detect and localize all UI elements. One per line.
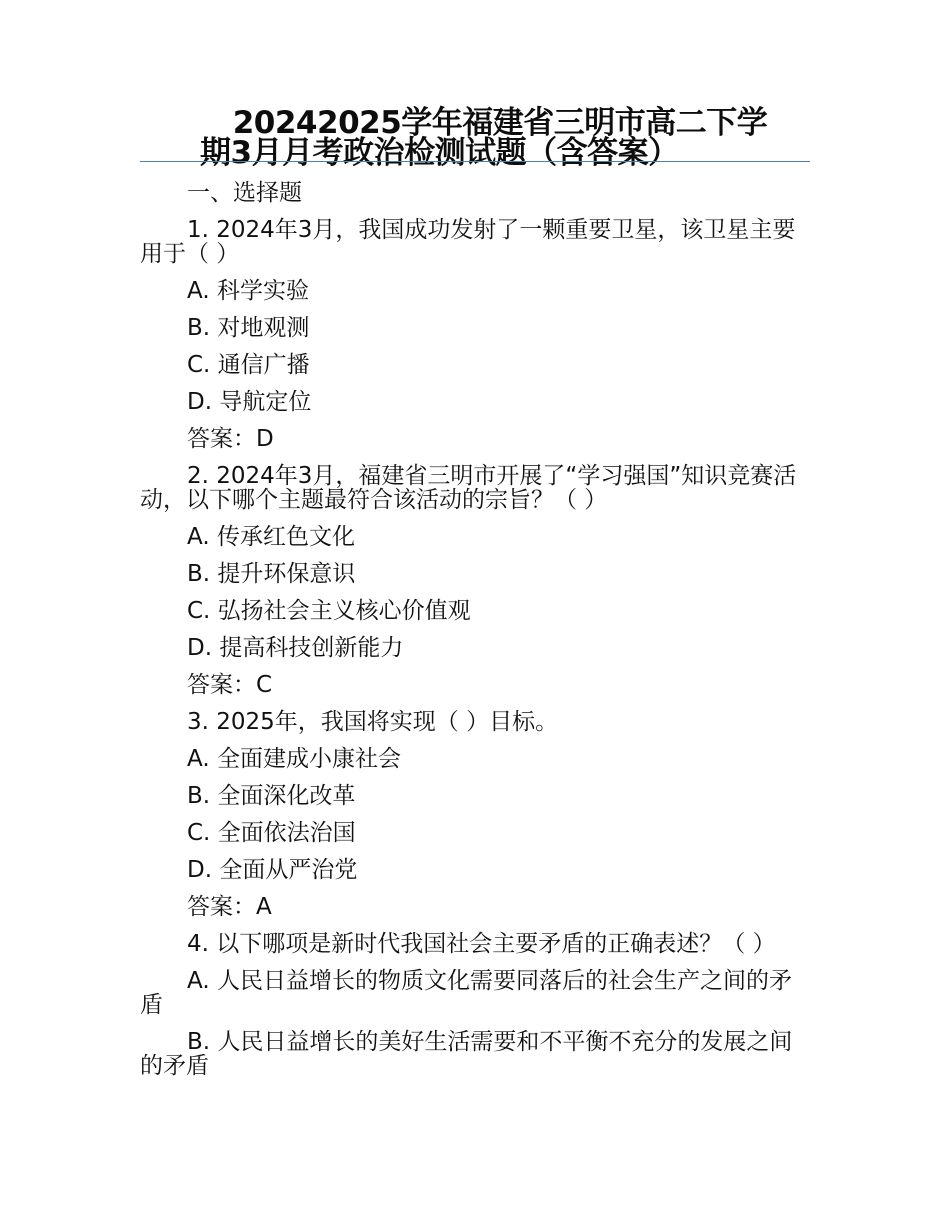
- question-2-option-c: C. 弘扬社会主义核心价值观: [187, 598, 471, 624]
- question-2-option-a: A. 传承红色文化: [187, 524, 355, 550]
- question-4-stem: 4. 以下哪项是新时代我国社会主要矛盾的正确表述？（ ）: [187, 931, 776, 957]
- question-2-option-b: B. 提升环保意识: [187, 561, 356, 587]
- question-3-stem: 3. 2025年，我国将实现（ ）目标。: [187, 709, 559, 735]
- title-line-1: 20242025学年福建省三明市高二下学: [232, 105, 768, 141]
- question-3-option-d: D. 全面从严治党: [187, 857, 358, 883]
- question-3-answer: 答案：A: [187, 894, 272, 920]
- question-3-option-c: C. 全面依法治国: [187, 820, 356, 846]
- document-title: [200, 105, 800, 171]
- question-1-option-a: A. 科学实验: [187, 278, 309, 304]
- title-underline: [140, 161, 810, 162]
- question-1-answer: 答案：D: [187, 426, 274, 452]
- question-4-option-b: B. 人民日益增长的美好生活需要和不平衡不充分的发展之间的矛盾: [140, 1029, 793, 1079]
- question-1-option-c: C. 通信广播: [187, 352, 310, 378]
- section-heading: 一、选择题: [187, 180, 302, 206]
- question-1-option-b: B. 对地观测: [187, 315, 310, 341]
- question-1-option-d: D. 导航定位: [187, 389, 312, 415]
- question-3-option-b: B. 全面深化改革: [187, 783, 356, 809]
- question-1-stem: 1. 2024年3月，我国成功发射了一颗重要卫星，该卫星主要用于（ ）: [140, 217, 796, 267]
- question-2-stem: 2. 2024年3月，福建省三明市开展了“学习强国”知识竞赛活动，以下哪个主题最符合该活动的宗旨？（ ）: [140, 463, 797, 513]
- title-line-2: 期3月月考政治检测试题（含答案）: [200, 135, 679, 171]
- question-2-answer: 答案：C: [187, 672, 273, 698]
- question-3-option-a: A. 全面建成小康社会: [187, 746, 401, 772]
- question-2-option-d: D. 提高科技创新能力: [187, 635, 404, 661]
- document-body: [140, 181, 812, 1091]
- question-4-option-a: A. 人民日益增长的物质文化需要同落后的社会生产之间的矛盾: [140, 968, 792, 1018]
